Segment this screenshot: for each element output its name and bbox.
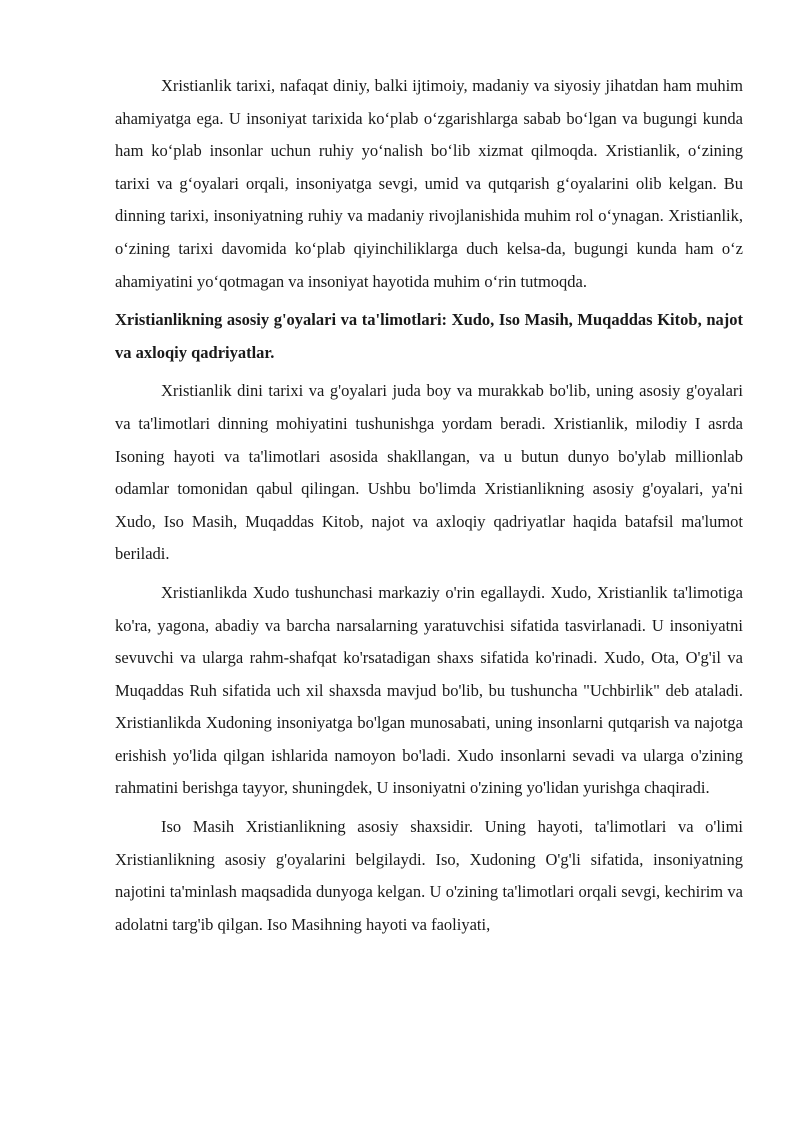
intro-paragraph: Xristianlik tarixi, nafaqat diniy, balki ijtimoiy, madaniy va siyosiy jihatdan ham muhim ahamiyatga ega. U insoniyat tarixida koʻplab oʻzgarishlarga sabab boʻlgan va bugungi kunda ham koʻplab insonlar uchun ruhiy yoʻnalish boʻlib xizmat qilmoqda. Xristianlik, oʻzining tarixi va gʻoyalari orqali, insoniyatga sevgi, umid va qutqarish gʻoyalarini olib kelgan. Bu dinning tarixi, insoniyatning ruhiy va madaniy rivojlanishida muhim rol oʻynagan. Xristianlik, oʻzining tarixi davomida koʻplab qiyinchiliklarga duch kelsa-da, bugungi kunda ham oʻz ahamiyatini yoʻqotmagan va insoniyat hayotida muhim oʻrin tutmoqda. xyxy=(115,76,743,291)
section-paragraph-2: Xristianlikda Xudo tushunchasi markaziy o'rin egallaydi. Xudo, Xristianlik ta'limotiga ko'ra, yagona, abadiy va barcha narsalarning yaratuvchisi sifatida tasvirlanadi. U insoniyatni sevuvchi va ularga rahm-shafqat ko'rsatadigan shaxs sifatida ko'rinadi. Xudo, Ota, O'g'il va Muqaddas Ruh sifatida uch xil shaxsda mavjud bo'lib, bu tushuncha "Uchbirlik" deb ataladi. Xristianlikda Xudoning insoniyatga bo'lgan munosabati, uning insonlarni qutqarish va najotga erishish yo'lida qilgan ishlarida namoyon bo'ladi. Xudo insonlarni sevadi va ularga o'zining rahmatini berishga tayyor, shuningdek, U insoniyatni o'zining yo'lidan yurishga chaqiradi. xyxy=(115,582,743,798)
section-heading: Xristianlikning asosiy g'oyalari va ta'limotlari: Xudo, Iso Masih, Muqaddas Kitob, najot va axloqiy qadriyatlar. xyxy=(115,310,743,362)
section-paragraph-1: Xristianlik dini tarixi va g'oyalari juda boy va murakkab bo'lib, uning asosiy g'oyalari va ta'limotlari dinning mohiyatini tushunishga yordam beradi. Xristianlik, milodiy I asrda Isoning hayoti va ta'limotlari asosida shakllangan, va u butun dunyo bo'ylab millionlab odamlar tomonidan qabul qilingan. Ushbu bo'limda Xristianlikning asosiy g'oyalari, ya'ni Xudo, Iso Masih, Muqaddas Kitob, najot va axloqiy qadriyatlar haqida batafsil ma'lumot beriladi. xyxy=(115,381,743,564)
section-paragraph-3: Iso Masih Xristianlikning asosiy shaxsidir. Uning hayoti, ta'limotlari va o'limi Xristianlikning asosiy g'oyalarini belgilaydi. Iso, Xudoning O'g'li sifatida, insoniyatning najotini ta'minlash maqsadida dunyoga kelgan. U o'zining ta'limotlari orqali sevgi, kechirim va adolatni targ'ib qilgan. Iso Masihning hayoti va faoliyati, xyxy=(115,817,743,934)
document-page xyxy=(115,70,743,947)
